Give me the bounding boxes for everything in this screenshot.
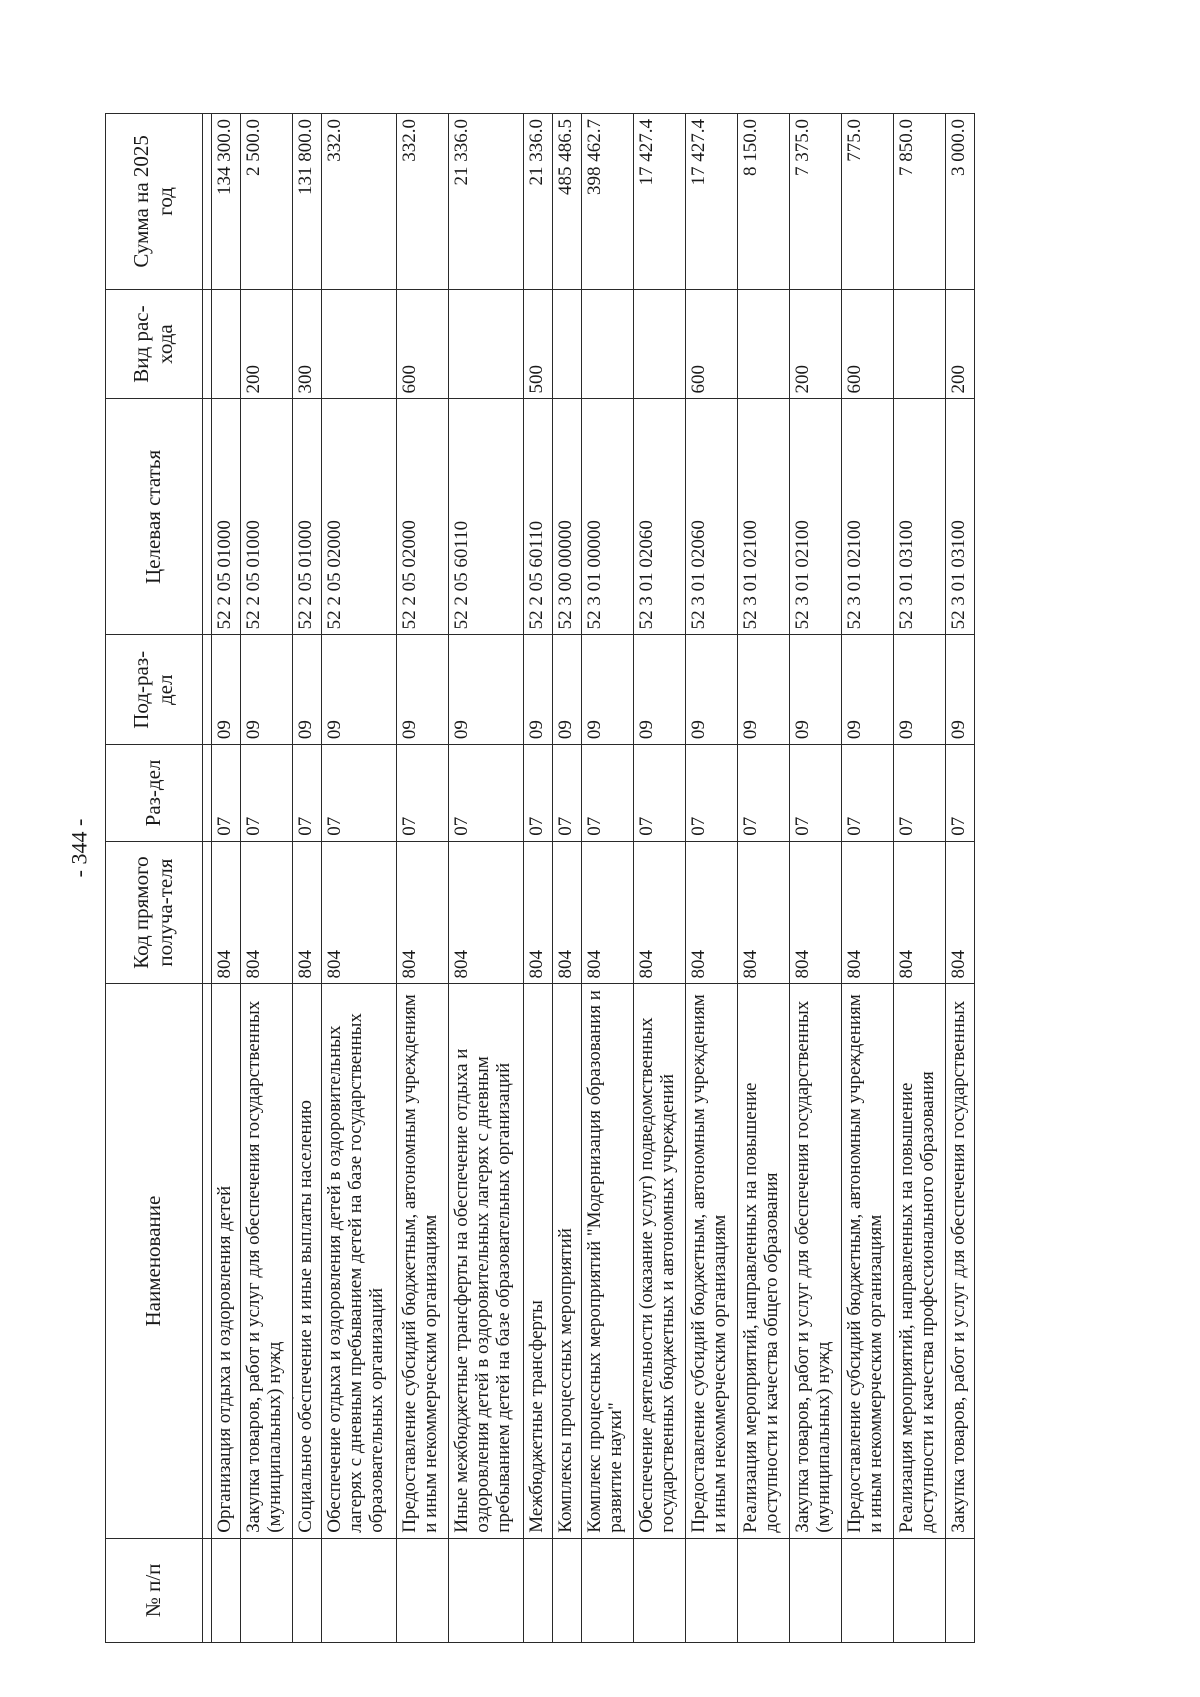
cell-num [841, 1538, 893, 1642]
cell-name: Обеспечение деятельности (оказание услуг) подведомственных государственных бюджетных и автономных учреждений [633, 984, 685, 1538]
cell-subsection: 09 [685, 635, 737, 745]
cell-section: 07 [894, 745, 946, 842]
table-row [448, 114, 523, 1643]
cell-target: 52 3 01 03100 [894, 399, 946, 635]
cell-recipient: 804 [396, 841, 448, 984]
table-row [321, 114, 396, 1643]
cell-name: Социальное обеспечение и иные выплаты населению [292, 984, 321, 1538]
table-body [203, 114, 975, 1643]
cell-recipient: 804 [633, 841, 685, 984]
cell-expense [553, 289, 582, 399]
budget-table [105, 113, 975, 1643]
cell-amount: 775.0 [841, 114, 893, 290]
cell-name: Закупка товаров, работ и услуг для обеспечения государственных [946, 984, 975, 1538]
header-spacer-row [203, 114, 212, 1643]
cell-section: 07 [633, 745, 685, 842]
cell-recipient: 804 [894, 841, 946, 984]
cell-section: 07 [737, 745, 789, 842]
cell-num [581, 1538, 633, 1642]
cell-name: Комплексы процессных мероприятий [553, 984, 582, 1538]
cell-subsection: 09 [946, 635, 975, 745]
cell-num [396, 1538, 448, 1642]
cell-name: Иные межбюджетные трансферты на обеспечение отдыха и оздоровления детей в оздоровительных лагерях с дневным пребыванием детей на базе образовательных организаций [448, 984, 523, 1538]
cell-recipient: 804 [946, 841, 975, 984]
cell-expense [321, 289, 396, 399]
cell-name: Комплекс процессных мероприятий "Модернизация образования и развитие науки" [581, 984, 633, 1538]
cell-expense: 300 [292, 289, 321, 399]
table-row [581, 114, 633, 1643]
cell-expense [448, 289, 523, 399]
cell-amount: 21 336.0 [524, 114, 553, 290]
cell-name: Реализация мероприятий, направленных на повышение доступности и качества общего образования [737, 984, 789, 1538]
table-row [240, 114, 292, 1643]
cell-num [292, 1538, 321, 1642]
cell-num [212, 1538, 241, 1642]
cell-subsection: 09 [633, 635, 685, 745]
cell-subsection: 09 [737, 635, 789, 745]
cell-amount: 8 150.0 [737, 114, 789, 290]
budget-table-container [105, 113, 975, 1643]
cell-target: 52 2 05 60110 [524, 399, 553, 635]
table-row [292, 114, 321, 1643]
cell-target: 52 2 05 01000 [240, 399, 292, 635]
cell-target: 52 3 01 02060 [633, 399, 685, 635]
cell-subsection: 09 [292, 635, 321, 745]
header-recipient: Код прямого получа-теля [106, 841, 203, 984]
cell-expense: 200 [946, 289, 975, 399]
table-row [685, 114, 737, 1643]
cell-expense [633, 289, 685, 399]
cell-target: 52 2 05 02000 [321, 399, 396, 635]
cell-target: 52 3 01 02100 [737, 399, 789, 635]
cell-num [321, 1538, 396, 1642]
header-expense: Вид рас-хода [106, 289, 203, 399]
cell-subsection: 09 [321, 635, 396, 745]
cell-expense: 500 [524, 289, 553, 399]
cell-expense: 600 [396, 289, 448, 399]
cell-name: Реализация мероприятий, направленных на повышение доступности и качества профессионального образования [894, 984, 946, 1538]
cell-expense: 600 [685, 289, 737, 399]
cell-section: 07 [448, 745, 523, 842]
cell-recipient: 804 [789, 841, 841, 984]
table-row [396, 114, 448, 1643]
cell-num [789, 1538, 841, 1642]
header-target: Целевая статья [106, 399, 203, 635]
cell-section: 07 [292, 745, 321, 842]
cell-amount: 332.0 [396, 114, 448, 290]
cell-subsection: 09 [240, 635, 292, 745]
cell-expense [894, 289, 946, 399]
cell-num [553, 1538, 582, 1642]
header-amount: Сумма на 2025 год [106, 114, 203, 290]
cell-name: Организация отдыха и оздоровления детей [212, 984, 241, 1538]
table-row [212, 114, 241, 1643]
cell-recipient: 804 [212, 841, 241, 984]
cell-amount: 398 462.7 [581, 114, 633, 290]
cell-target: 52 3 01 03100 [946, 399, 975, 635]
header-subsection: Под-раз-дел [106, 635, 203, 745]
cell-name: Межбюджетные трансферты [524, 984, 553, 1538]
cell-amount: 2 500.0 [240, 114, 292, 290]
cell-name: Предоставление субсидий бюджетным, автономным учреждениям и иным некоммерческим организациям [685, 984, 737, 1538]
cell-num [524, 1538, 553, 1642]
cell-recipient: 804 [240, 841, 292, 984]
cell-target: 52 3 01 02100 [789, 399, 841, 635]
cell-num [448, 1538, 523, 1642]
cell-section: 07 [841, 745, 893, 842]
cell-section: 07 [946, 745, 975, 842]
cell-subsection: 09 [448, 635, 523, 745]
cell-amount: 485 486.5 [553, 114, 582, 290]
cell-section: 07 [212, 745, 241, 842]
cell-amount: 134 300.0 [212, 114, 241, 290]
cell-expense [737, 289, 789, 399]
cell-num [685, 1538, 737, 1642]
cell-section: 07 [524, 745, 553, 842]
cell-recipient: 804 [448, 841, 523, 984]
cell-name: Закупка товаров, работ и услуг для обеспечения государственных (муниципальных) нужд [789, 984, 841, 1538]
table-row [737, 114, 789, 1643]
cell-name: Предоставление субсидий бюджетным, автономным учреждениям и иным некоммерческим организациям [841, 984, 893, 1538]
cell-expense [212, 289, 241, 399]
table-row [524, 114, 553, 1643]
table-row [946, 114, 975, 1643]
cell-expense: 200 [789, 289, 841, 399]
cell-name: Обеспечение отдыха и оздоровления детей в оздоровительных лагерях с дневным пребыванием детей на базе государственных образовательных организаций [321, 984, 396, 1538]
cell-section: 07 [553, 745, 582, 842]
cell-num [633, 1538, 685, 1642]
cell-recipient: 804 [581, 841, 633, 984]
cell-recipient: 804 [321, 841, 396, 984]
cell-recipient: 804 [524, 841, 553, 984]
cell-amount: 7 375.0 [789, 114, 841, 290]
table-row [841, 114, 893, 1643]
table-header [106, 114, 203, 1643]
cell-subsection: 09 [396, 635, 448, 745]
cell-subsection: 09 [553, 635, 582, 745]
header-name: Наименование [106, 984, 203, 1538]
cell-amount: 3 000.0 [946, 114, 975, 290]
cell-recipient: 804 [553, 841, 582, 984]
cell-subsection: 09 [581, 635, 633, 745]
cell-target: 52 2 05 01000 [292, 399, 321, 635]
cell-amount: 131 800.0 [292, 114, 321, 290]
header-num: № п/п [106, 1538, 203, 1642]
cell-num [894, 1538, 946, 1642]
cell-section: 07 [581, 745, 633, 842]
cell-recipient: 804 [292, 841, 321, 984]
cell-num [946, 1538, 975, 1642]
table-row [633, 114, 685, 1643]
cell-num [737, 1538, 789, 1642]
cell-subsection: 09 [524, 635, 553, 745]
table-row [789, 114, 841, 1643]
cell-subsection: 09 [894, 635, 946, 745]
page-number: - 344 - [66, 818, 92, 878]
table-row [894, 114, 946, 1643]
cell-amount: 17 427.4 [685, 114, 737, 290]
cell-expense: 200 [240, 289, 292, 399]
cell-subsection: 09 [841, 635, 893, 745]
cell-target: 52 3 01 02060 [685, 399, 737, 635]
cell-section: 07 [240, 745, 292, 842]
cell-recipient: 804 [737, 841, 789, 984]
cell-section: 07 [396, 745, 448, 842]
header-section: Раз-дел [106, 745, 203, 842]
cell-amount: 332.0 [321, 114, 396, 290]
cell-subsection: 09 [789, 635, 841, 745]
scan-mark: , [292, 1390, 295, 1401]
cell-expense [581, 289, 633, 399]
cell-num [240, 1538, 292, 1642]
cell-target: 52 3 01 02100 [841, 399, 893, 635]
cell-amount: 7 850.0 [894, 114, 946, 290]
cell-amount: 17 427.4 [633, 114, 685, 290]
cell-recipient: 804 [685, 841, 737, 984]
cell-subsection: 09 [212, 635, 241, 745]
cell-target: 52 3 01 00000 [581, 399, 633, 635]
cell-target: 52 2 05 01000 [212, 399, 241, 635]
cell-target: 52 2 05 60110 [448, 399, 523, 635]
cell-target: 52 2 05 02000 [396, 399, 448, 635]
cell-target: 52 3 00 00000 [553, 399, 582, 635]
cell-section: 07 [789, 745, 841, 842]
cell-recipient: 804 [841, 841, 893, 984]
cell-amount: 21 336.0 [448, 114, 523, 290]
cell-name: Предоставление субсидий бюджетным, автономным учреждениям и иным некоммерческим организациям [396, 984, 448, 1538]
table-row [553, 114, 582, 1643]
cell-expense: 600 [841, 289, 893, 399]
cell-name: Закупка товаров, работ и услуг для обеспечения государственных (муниципальных) нужд [240, 984, 292, 1538]
cell-section: 07 [321, 745, 396, 842]
cell-section: 07 [685, 745, 737, 842]
